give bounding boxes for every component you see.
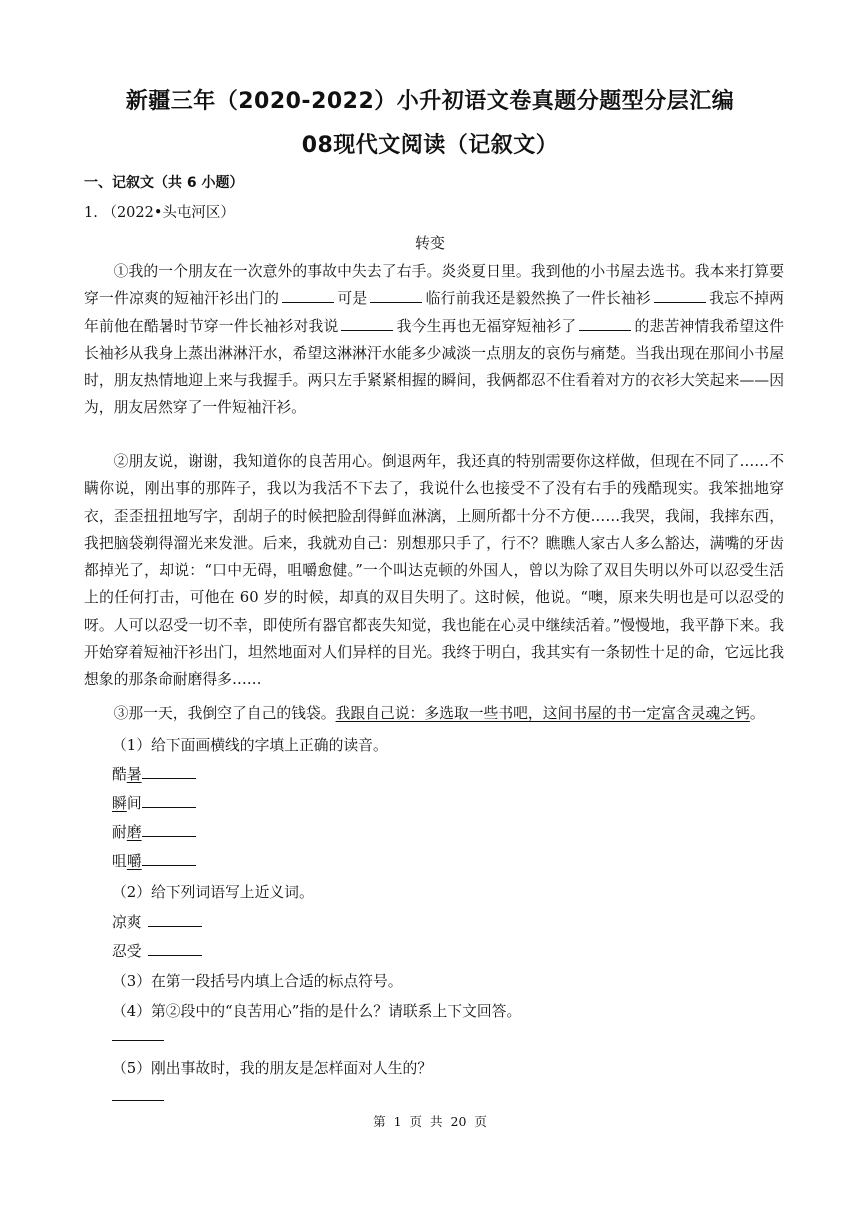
answer-blank[interactable] xyxy=(148,940,202,956)
total-pages: 20 xyxy=(450,1114,467,1129)
underlined-sentence: 我跟自己说：多选取一些书吧，这间书屋的书一定富含灵魂之钙 xyxy=(335,705,750,722)
question-5: （5）刚出事故时，我的朋友是怎样面对人生的？ xyxy=(112,1060,433,1077)
answer-blank[interactable] xyxy=(142,850,196,866)
blank-3[interactable] xyxy=(654,288,706,303)
page-footer: 第 1 页 共 20 页 xyxy=(373,1114,487,1129)
current-page: 1 xyxy=(393,1114,402,1129)
article-title: 转变 xyxy=(414,234,445,252)
word-item: 酷暑 xyxy=(112,763,196,784)
blank-4[interactable] xyxy=(341,316,393,331)
answer-blank[interactable] xyxy=(142,821,196,837)
answer-line-q5[interactable] xyxy=(112,1100,164,1101)
answer-line-q4[interactable] xyxy=(112,1040,164,1041)
question-number: 1. xyxy=(84,205,98,221)
word-item: 咀嚼 xyxy=(112,850,196,871)
answer-blank[interactable] xyxy=(148,911,202,927)
blank-2[interactable] xyxy=(370,288,422,303)
synonym-item: 凉爽 xyxy=(112,911,202,932)
word-item: 耐磨 xyxy=(112,821,196,842)
article-paragraph-2: ②朋友说，谢谢，我知道你的良苦用心。倒退两年，我还真的特别需要你这样做，但现在不同了……不瞒你说，刚出事的那阵子，我以为我活不下去了，我说什么也接受不了没有右手的残酷现实。我笨拙地穿衣，歪歪扭扭地写字，刮胡子的时候把脸刮得鲜血淋漓，上厕所都十分不方便……我哭，我闹，我摔东西，我把脑袋剃得溜光来发泄。后来，我就劝自己：别想那只手了，行不？瞧瞧人家古人多么豁达，满嘴的牙齿都掉光了，却说：“口中无碍，咀嚼愈健。”一个叫达克顿的外国人，曾以为除了双目失明以外可以忍受生活上的任何打击，可他在 60 岁的时候，却真的双目失明了。这时候，他说。“噢，原来失明也是可以忍受的呀。人可以忍受一切不幸，即使所有器官都丧失知觉，我也能在心灵中继续活着。”慢慢地，我平静下来。我开始穿着短袖汗衫出门，坦然地面对人们异样的目光。我终于明白，我其实有一条韧性十足的命，它远比我想象的那条命耐磨得多…… xyxy=(84,453,784,689)
question-1: （1）给下面画横线的字填上正确的读音。 xyxy=(112,737,388,754)
document-title-line-1: 新疆三年（2020-2022）小升初语文卷真题分题型分层汇编 xyxy=(125,89,735,114)
article-paragraph-1: ①我的一个朋友在一次意外的事故中失去了右手。炎炎夏日里。我到他的小书屋去选书。我本来打算要穿一件凉爽的短袖汗衫出门的 可是 临行前我还是毅然换了一件长袖衫 我忘不掉两年前他在酷暑时节穿一件长袖衫对我说 我今生再也无福穿短袖衫了 的悲苦神情我希望这件长袖衫从我身上蒸出淋淋汗水，希望这淋淋汗水能多少减淡一点朋友的哀伤与痛楚。当我出现在那间小书屋时，朋友热情地迎上来与我握手。两只左手紧紧相握的瞬间，我俩都忍不住看着对方的衣衫大笑起来——因为，朋友居然穿了一件短袖汗衫。 xyxy=(84,263,784,417)
word-item: 瞬间 xyxy=(112,792,196,813)
question-3: （3）在第一段括号内填上合适的标点符号。 xyxy=(112,973,403,990)
blank-1[interactable] xyxy=(282,288,334,303)
answer-blank[interactable] xyxy=(142,763,196,779)
question-2: （2）给下列词语写上近义词。 xyxy=(112,884,314,901)
question-header xyxy=(84,203,235,223)
answer-blank[interactable] xyxy=(142,792,196,808)
question-4: （4）第②段中的“良苦用心”指的是什么？请联系上下文回答。 xyxy=(112,1003,522,1020)
synonym-item: 忍受 xyxy=(112,940,202,961)
article-paragraph-3: ③那一天，我倒空了自己的钱袋。我跟自己说：多选取一些书吧，这间书屋的书一定富含灵魂之钙。 xyxy=(113,705,765,722)
question-source: （2022•头屯河区） xyxy=(102,205,235,221)
document-title-line-2: 08现代文阅读（记叙文） xyxy=(301,133,559,158)
blank-5[interactable] xyxy=(579,316,631,331)
section-heading: 一、记叙文（共 6 小题） xyxy=(84,175,244,191)
